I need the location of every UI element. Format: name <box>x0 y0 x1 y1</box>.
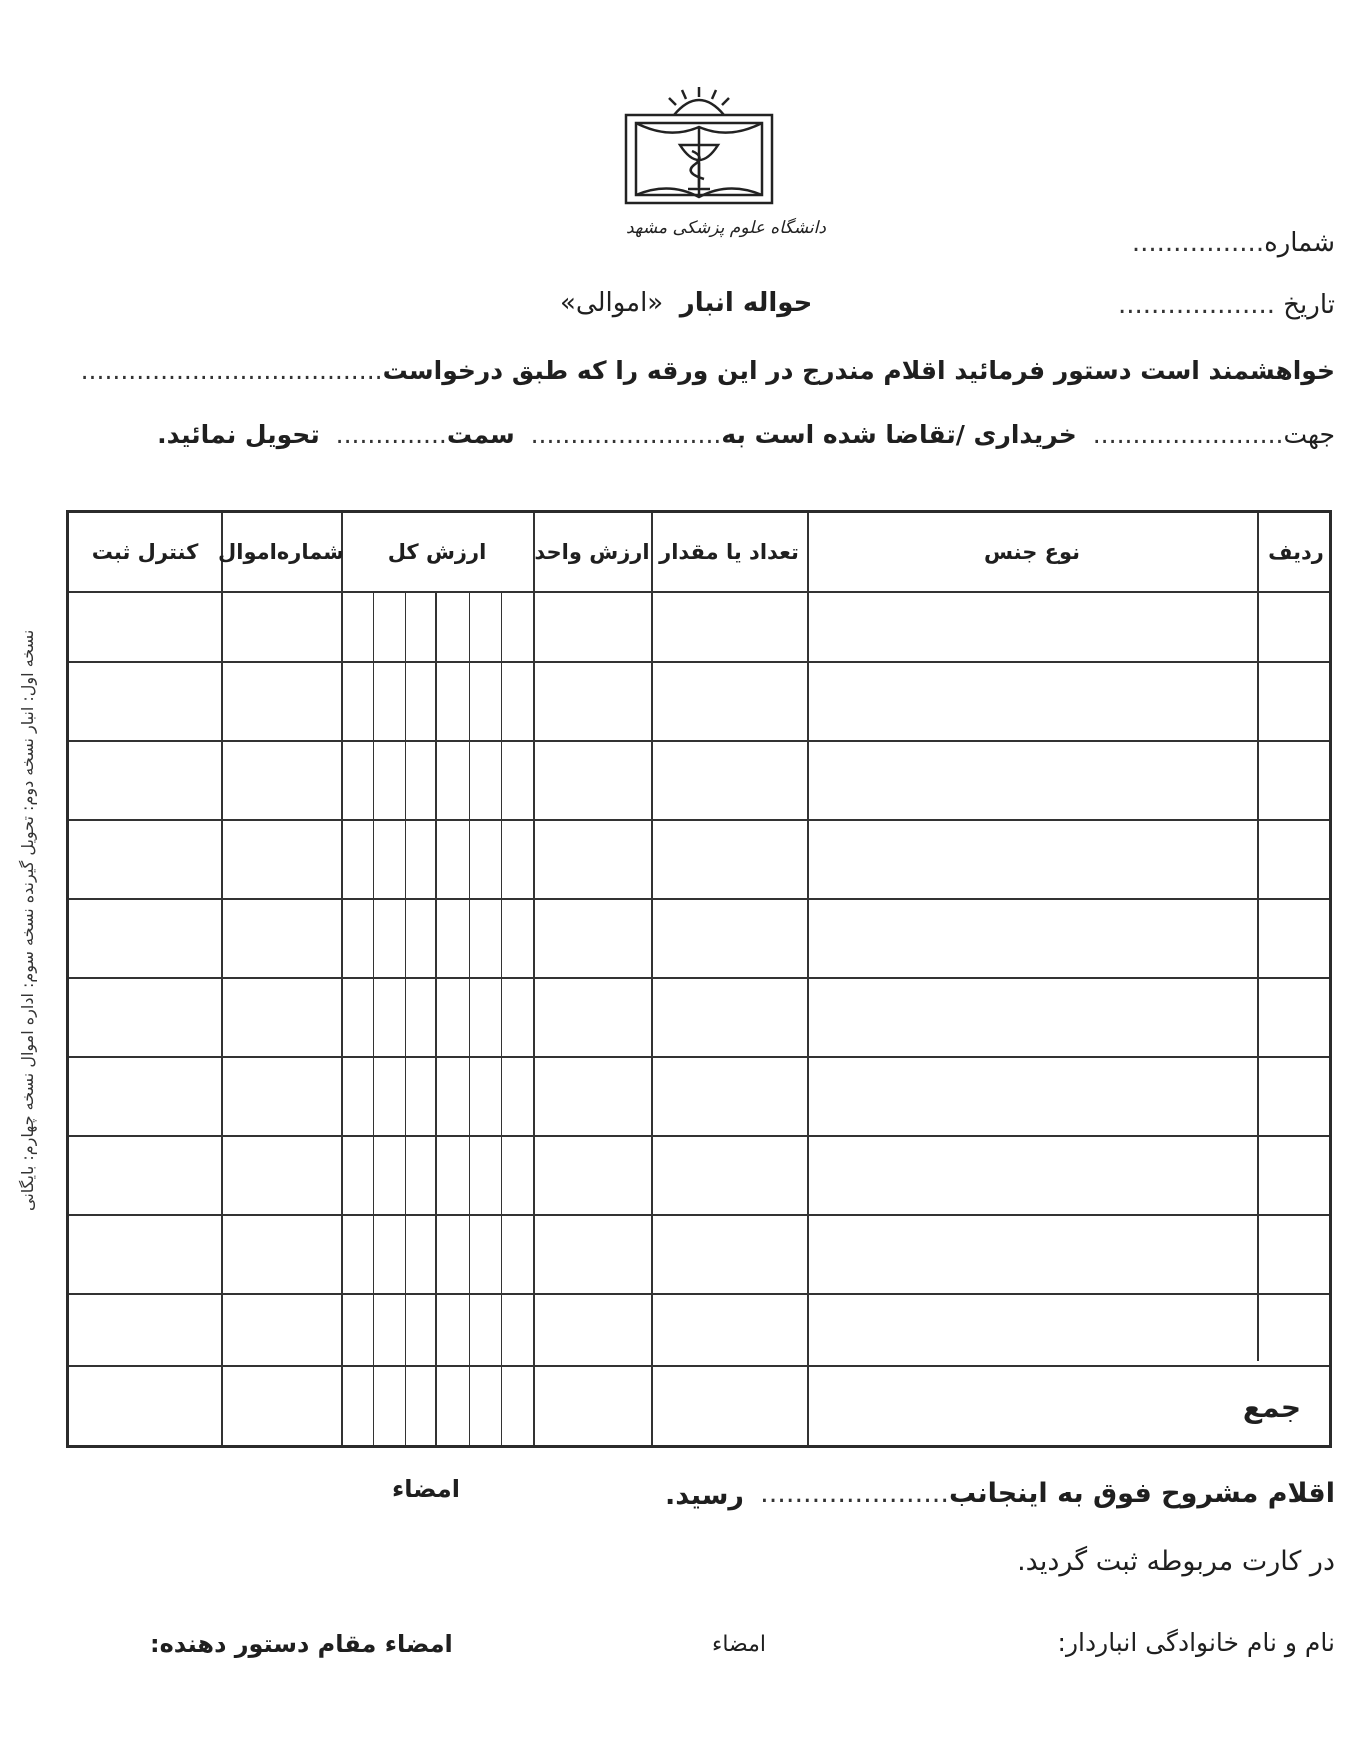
header-asset-number: شماره‌اموال <box>218 540 344 564</box>
header-divider <box>69 591 1329 593</box>
date-label: تاریخ <box>1283 290 1335 320</box>
header-item-type: نوع جنس <box>983 540 1081 564</box>
university-logo <box>614 85 826 245</box>
svg-text:دانشگاه علوم پزشکی مشهد: دانشگاه علوم پزشکی مشهد <box>626 218 826 238</box>
col-divider <box>651 513 653 1445</box>
subcol-divider <box>373 591 374 1445</box>
header-quantity: تعداد یا مقدار <box>659 540 799 564</box>
row-divider <box>69 819 1329 821</box>
request-dots[interactable]: ...................................... <box>80 356 383 385</box>
title-main: حواله انبار <box>679 288 813 318</box>
received-statement <box>760 1478 1335 1509</box>
number-label: شماره <box>1264 228 1335 258</box>
date-field[interactable] <box>1118 290 1335 320</box>
received-label: اقلام مشروح فوق به اینجانب <box>948 1478 1335 1509</box>
header-unit-value: ارزش واحد <box>534 540 650 564</box>
items-table <box>66 510 1332 1448</box>
received-dots[interactable]: ...................... <box>760 1478 949 1509</box>
subcol-divider <box>501 591 502 1445</box>
header-radif: ردیف <box>1268 540 1324 564</box>
date-dots: ................... <box>1117 290 1275 320</box>
header-register-control: کنترل ثبت <box>91 540 199 564</box>
row-divider <box>69 1214 1329 1216</box>
storekeeper-name[interactable]: نام و نام خانوادگی انباردار: <box>1057 1628 1335 1657</box>
position-label: سمت <box>446 420 515 449</box>
col-divider <box>807 513 809 1445</box>
registered-note: در کارت مربوطه ثبت گردید. <box>1017 1546 1335 1577</box>
header-total-value: ارزش کل <box>387 540 487 564</box>
deliver-label: تحویل نمائید. <box>157 420 320 449</box>
form-title <box>560 288 812 318</box>
copies-note: نسخه اول: انبار نسخه دوم: تحویل گیرنده نسخه سوم: اداره اموال نسخه چهارم: بایگانی <box>18 630 37 1212</box>
row-divider <box>69 1056 1329 1058</box>
row-divider <box>69 898 1329 900</box>
row-divider <box>69 1135 1329 1137</box>
number-field[interactable] <box>1132 228 1335 258</box>
receiver-signature[interactable]: امضاء <box>392 1475 461 1503</box>
number-dots: ................ <box>1131 228 1265 258</box>
subcol-divider <box>435 591 437 1445</box>
row-divider <box>69 977 1329 979</box>
purpose-dots[interactable]: ........................ <box>1092 420 1284 449</box>
purchase-label: خریداری /تقاضا شده است به <box>721 420 1077 449</box>
row-divider <box>69 1293 1329 1295</box>
request-text: خواهشمند است دستور فرمائید اقلام مندرج در این ورقه را که طبق درخواست <box>382 356 1335 385</box>
request-line-2 <box>69 420 1335 449</box>
col-divider <box>221 513 223 1445</box>
col-divider <box>1257 513 1259 1361</box>
received-end: رسید. <box>665 1480 744 1511</box>
col-divider <box>533 513 535 1445</box>
total-row-divider <box>69 1365 1329 1367</box>
position-dots[interactable]: .............. <box>335 420 447 449</box>
title-sub: «اموالی» <box>560 288 664 318</box>
purpose-label: جهت <box>1283 420 1335 449</box>
storekeeper-signature[interactable]: امضاء <box>712 1632 767 1657</box>
authority-signature[interactable]: امضاء مقام دستور دهنده: <box>150 1630 453 1658</box>
row-divider <box>69 661 1329 663</box>
request-line-1 <box>81 356 1335 385</box>
subcol-divider <box>405 591 406 1445</box>
subcol-divider <box>469 591 470 1445</box>
recipient-dots[interactable]: ........................ <box>530 420 722 449</box>
col-divider <box>341 513 343 1445</box>
total-label: جمع <box>1242 1391 1301 1424</box>
row-divider <box>69 740 1329 742</box>
